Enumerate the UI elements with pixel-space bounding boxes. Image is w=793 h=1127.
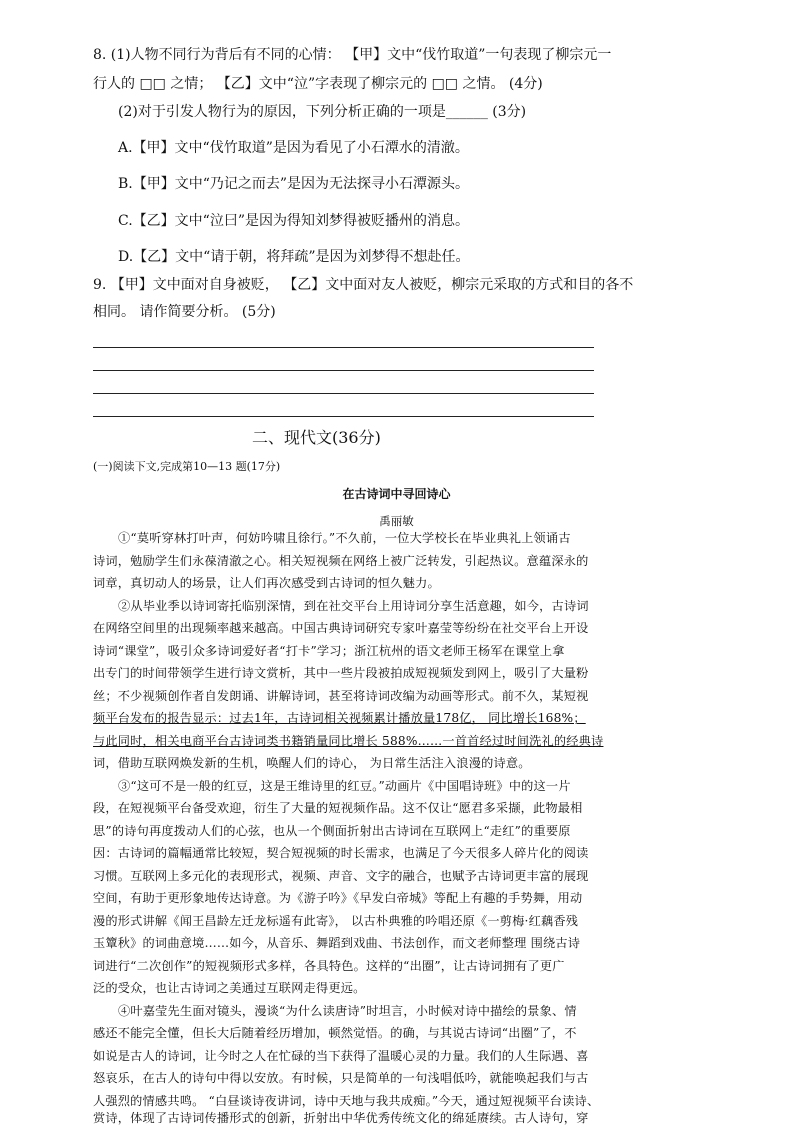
article-line: 在网络空间里的出现频率越来越高。中国古典诗词研究专家叶嘉莹等纷纷在社交平台上开设 xyxy=(93,621,589,635)
q8-option-c: C.【乙】文中“泣曰”是因为得知刘梦得被贬播州的消息。 xyxy=(118,213,469,229)
article-line: 习惯。互联网上多元化的表现形式，视频、声音、文字的融合，也赋予古诗词更丰富的展现 xyxy=(93,869,589,883)
q8-line2: 行人的 □□ 之情； 【乙】文中“泣”字表现了柳宗元的 □□ 之情。 (4分) xyxy=(93,76,543,92)
answer-line xyxy=(93,393,594,394)
article-line: 如说是古人的诗词，让今时之人在忙碌的当下获得了温暖心灵的力量。我们的人生际遇、喜 xyxy=(93,1049,589,1063)
q8-sub2: (2)对于引发人物行为的原因，下列分析正确的一项是______ (3分) xyxy=(118,104,527,120)
article-line: 赏诗，体现了古诗词传播形式的创新，折射出中华优秀传统文化的绵延赓续。古人诗句，穿 xyxy=(93,1111,589,1125)
answer-line xyxy=(93,370,594,371)
article-line: 玉簟秋》的词曲意境……如今，从音乐、舞蹈到戏曲、书法创作，而文老师整理 围绕古诗 xyxy=(93,936,581,950)
article-line: 因：古诗词的篇幅通常比较短，契合短视频的时长需求，也满足了今天很多人碎片化的阅读 xyxy=(93,846,589,860)
article-line: 诗词，勉励学生们永葆清澈之心。相关短视频在网络上被广泛转发，引起热议。意蕴深永的 xyxy=(93,554,589,568)
q8-option-b: B.【甲】文中“乃记之而去”是因为无法探寻小石潭源头。 xyxy=(118,176,470,192)
answer-line xyxy=(93,347,594,348)
article-line: 思”的诗句再度拨动人们的心弦，也从一个侧面折射出古诗词在互联网上“走红”的重要原 xyxy=(93,824,571,838)
article-line: 词章，真切动人的场景，让人们再次感受到古诗词的恒久魅力。 xyxy=(93,576,440,590)
article-line-underlined: 与此同时，相关电商平台古诗词类书籍销量同比增长 588%……一首首经过时间洗礼的经典诗 xyxy=(93,734,604,748)
article-line: 空间，有助于更形象地传达诗意。为《游子吟》《早发白帝城》等配上有趣的手势舞，用动 xyxy=(93,891,583,905)
q9-line1: 9. 【甲】文中面对自身被贬， 【乙】文中面对友人被贬，柳宗元采取的方式和目的各不 xyxy=(93,277,634,293)
section-title: 二、现代文(36分) xyxy=(252,428,381,447)
article-line: 段，在短视频平台备受欢迎，衍生了大量的短视频作品。这不仅让“愿君多采撷，此物最相 xyxy=(93,801,583,815)
section-instruction: (一)阅读下文,完成第10—13 题(17分) xyxy=(93,460,281,473)
article-line: 词，借助互联网焕发新的生机，唤醒人们的诗心， 为日常生活注入浪漫的诗意。 xyxy=(93,756,531,770)
article-title: 在古诗词中寻回诗心 xyxy=(342,487,451,501)
q8-line1: 8. (1)人物不同行为背后有不同的心情： 【甲】文中“伐竹取道”一句表现了柳宗元一 xyxy=(93,47,612,63)
article-line: 词进行“二次创作”的短视频形式多样，各具特色。这样的“出圈”，让古诗词拥有了更广 xyxy=(93,959,565,973)
article-line: ②从毕业季以诗词寄托临别深情，到在社交平台上用诗词分享生活意趣，如今，古诗词 xyxy=(118,599,589,613)
article-author: 禹丽敏 xyxy=(379,514,414,528)
article-line: 出专门的时间带领学生进行诗文赏析，其中一些片段被拍成短视频发到网上，吸引了大量粉 xyxy=(93,666,589,680)
article-line: ④叶嘉莹先生面对镜头，漫谈“为什么读唐诗”时坦言，小时候对诗中描绘的景象、情 xyxy=(118,1004,577,1018)
answer-line xyxy=(93,416,594,417)
article-line: 诗词“课堂”，吸引众多诗词爱好者“打卡”学习；浙江杭州的语文老师王杨军在课堂上拿 xyxy=(93,644,565,658)
article-line: ③“这可不是一般的红豆，这是王维诗里的红豆。”动画片《中国唱诗班》中的这一片 xyxy=(118,779,571,793)
article-line: 人强烈的情感共鸣。 “白昼谈诗夜讲词，诗中天地与我共成痴。”今天，通过短视频平台读诗、 xyxy=(93,1094,600,1108)
article-line: 感还不能完全懂，但长大后随着经历增加，顿然觉悟。的确，与其说古诗词“出圈”了，不 xyxy=(93,1026,577,1040)
article-line: 漫的形式讲解《闻王昌龄左迁龙标遥有此寄》， 以古朴典雅的吟唱还原《一剪梅·红藕香残 xyxy=(93,914,579,928)
article-line: 怒哀乐，在古人的诗句中得以安放。有时候，只是简单的一句浅唱低吟，就能唤起我们与古 xyxy=(93,1071,589,1085)
q9-line2: 相同。 请作简要分析。 (5分) xyxy=(93,304,276,320)
article-line: ①“莫听穿林打叶声，何妨吟啸且徐行。”不久前，一位大学校长在毕业典礼上领诵古 xyxy=(118,531,571,545)
article-line: 泛的受众，也让古诗词之美通过互联网走得更远。 xyxy=(93,981,366,995)
q8-option-d: D.【乙】文中“请于朝，将拜疏”是因为刘梦得不想赴任。 xyxy=(118,249,470,265)
article-line-underlined: 频平台发布的报告显示：过去1年，古诗词相关视频累计播放量178亿， 同比增长168%； xyxy=(93,711,586,725)
article-line: 丝；不少视频创作者自发朗诵、讲解诗词，甚至将诗词改编为动画等形式。前不久，某短视 xyxy=(93,689,589,703)
q8-option-a: A.【甲】文中“伐竹取道”是因为看见了小石潭水的清澈。 xyxy=(118,140,469,156)
